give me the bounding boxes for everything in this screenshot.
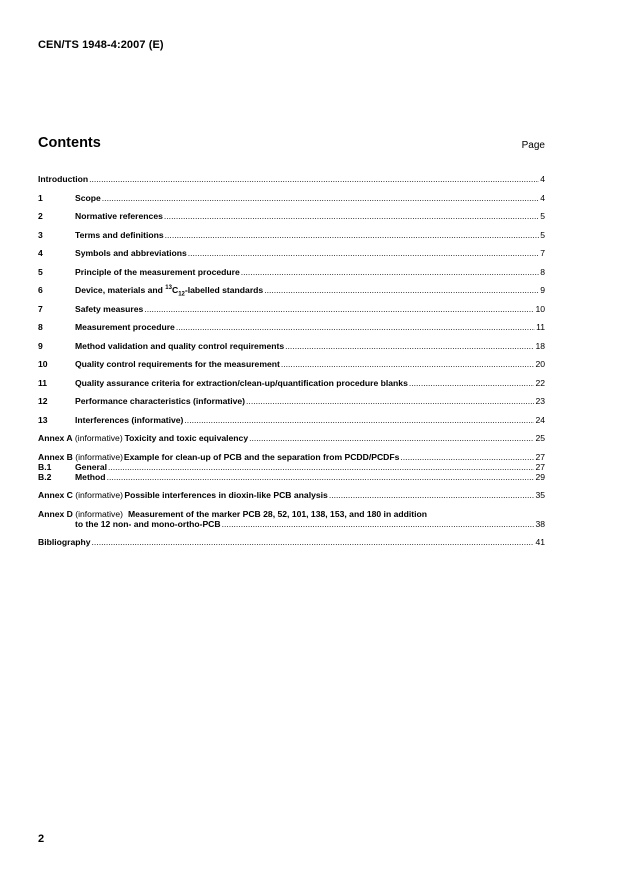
toc-entry-annex-a[interactable]	[38, 433, 545, 443]
dot-leader	[89, 174, 539, 184]
toc-entry-number: 8	[38, 322, 43, 332]
toc-entry-title: Symbols and abbreviations	[75, 248, 187, 258]
toc-entry-12[interactable]	[38, 396, 545, 406]
annex-label: Annex A	[38, 433, 73, 443]
toc-entry-title-continued: to the 12 non- and mono-ortho-PCB	[75, 518, 221, 529]
toc-entry-9[interactable]	[38, 341, 545, 351]
annex-label: Annex C	[38, 490, 73, 500]
toc-entry-title: General	[75, 461, 108, 472]
dot-leader	[164, 211, 539, 221]
toc-entry-10[interactable]	[38, 359, 545, 369]
toc-entry-number: 6	[38, 285, 43, 295]
toc-entry-number: 11	[38, 377, 48, 388]
toc-entry-page: 18	[535, 340, 545, 351]
toc-entry-title: Interferences (informative)	[75, 414, 184, 425]
dot-leader	[102, 193, 539, 203]
toc-entry-title	[75, 285, 264, 298]
toc-entry-2[interactable]	[38, 211, 545, 221]
toc-entry-11[interactable]	[38, 378, 545, 388]
toc-entry-number: 1	[38, 192, 43, 203]
toc-entry-13[interactable]	[38, 415, 545, 425]
toc-entry-page: 20	[535, 359, 545, 369]
dot-leader	[144, 304, 534, 314]
toc-entry-5[interactable]	[38, 267, 545, 277]
annex-label: Annex B	[38, 451, 73, 462]
toc-entry-title: Terms and definitions	[75, 229, 164, 240]
toc-entry-4[interactable]	[38, 248, 545, 258]
toc-entry-title: Method validation and quality control requirements	[75, 340, 285, 351]
toc-entry-page: 27	[535, 451, 545, 462]
dot-leader	[329, 490, 535, 500]
title-part: Device, materials and	[75, 285, 166, 295]
toc-entry-1[interactable]	[38, 193, 545, 203]
toc-entry-title: Scope	[75, 192, 101, 203]
toc-entry-title: Method	[75, 471, 106, 482]
toc-entry-annex-c[interactable]	[38, 490, 545, 500]
dot-leader	[165, 230, 540, 240]
toc-entry-bibliography[interactable]	[38, 537, 545, 547]
toc-entry-page: 7	[540, 248, 545, 258]
toc-entry-title: Introduction	[38, 174, 89, 184]
toc-entry-title: Measurement of the marker PCB 28, 52, 101, 138, 153, and 180 in addition	[128, 508, 427, 519]
page-number: 2	[38, 833, 45, 845]
dot-leader	[264, 285, 539, 295]
dot-leader	[107, 472, 535, 482]
document-id: CEN/TS 1948-4:2007 (E)	[38, 39, 164, 51]
toc-entry-title: Quality assurance criteria for extraction/clean-up/quantification procedure blanks	[75, 377, 408, 388]
annex-type: (informative)	[72, 490, 123, 500]
toc-entry-number: 7	[38, 303, 43, 314]
toc-entry-number: 5	[38, 266, 43, 277]
toc-entry-introduction[interactable]	[38, 174, 545, 184]
table-of-contents	[38, 174, 545, 547]
toc-entry-page: 4	[540, 192, 545, 203]
toc-entry-7[interactable]	[38, 304, 545, 314]
toc-entry-page: 9	[540, 285, 545, 295]
toc-entry-3[interactable]	[38, 230, 545, 240]
atom-count-subscript: 12	[178, 291, 185, 298]
toc-entry-8[interactable]	[38, 322, 545, 332]
toc-entry-number: 9	[38, 340, 43, 351]
toc-entry-page: 10	[535, 303, 545, 314]
toc-entry-page: 23	[535, 396, 545, 406]
dot-leader	[246, 396, 534, 406]
dot-leader	[409, 378, 535, 388]
dot-leader	[281, 359, 535, 369]
toc-entry-number: 10	[38, 359, 48, 369]
carbon-symbol: C	[171, 285, 179, 295]
toc-entry-number: 12	[38, 396, 48, 406]
toc-entry-page: 24	[535, 414, 545, 425]
toc-entry-page: 11	[536, 322, 545, 332]
toc-entry-annex-d[interactable]	[38, 509, 545, 529]
toc-entry-number: 2	[38, 211, 43, 221]
toc-entry-title: Quality control requirements for the measurement	[75, 359, 280, 369]
dot-leader	[188, 248, 539, 258]
dot-leader	[241, 267, 539, 277]
title-part: -labelled standards	[184, 285, 264, 295]
dot-leader	[92, 537, 535, 547]
toc-entry-page: 25	[535, 433, 545, 443]
dot-leader	[176, 322, 535, 332]
annex-type: (informative)	[72, 508, 123, 519]
dot-leader	[400, 452, 534, 462]
annex-label: Annex D	[38, 508, 73, 519]
toc-entry-title: Possible interferences in dioxin-like PCB analysis	[124, 490, 328, 500]
toc-entry-page: 5	[540, 229, 545, 240]
toc-entry-page: 22	[535, 377, 545, 388]
dot-leader	[184, 415, 534, 425]
toc-entry-number: 13	[38, 414, 48, 425]
toc-entry-title: Bibliography	[38, 537, 91, 547]
toc-entry-number: B.1	[38, 461, 52, 472]
toc-entry-number: B.2	[38, 471, 52, 482]
toc-entry-title: Performance characteristics (informative)	[75, 396, 246, 406]
toc-entry-page: 4	[540, 174, 545, 184]
toc-entry-6[interactable]	[38, 285, 545, 298]
toc-entry-number: 4	[38, 248, 43, 258]
contents-title: Contents	[38, 135, 101, 151]
toc-entry-title: Normative references	[75, 211, 163, 221]
toc-entry-b2[interactable]	[38, 472, 545, 482]
annex-type: (informative)	[72, 433, 123, 443]
page-column-label: Page	[521, 140, 545, 151]
toc-entry-b1[interactable]	[38, 462, 545, 472]
toc-entry-number: 3	[38, 229, 43, 240]
annex-type: (informative)	[72, 451, 123, 462]
toc-entry-page: 5	[540, 211, 545, 221]
toc-entry-page: 41	[535, 537, 545, 547]
toc-entry-page: 35	[535, 490, 545, 500]
toc-entry-title: Principle of the measurement procedure	[75, 266, 240, 277]
toc-entry-title: Safety measures	[75, 303, 144, 314]
toc-entry-title: Example for clean-up of PCB and the separation from PCDD/PCDFs	[123, 451, 400, 462]
toc-entry-page: 27	[535, 461, 545, 472]
dot-leader	[249, 433, 534, 443]
isotope-superscript: 13	[165, 285, 172, 292]
dot-leader	[222, 519, 535, 529]
dot-leader	[108, 462, 534, 472]
toc-entry-page: 29	[535, 471, 545, 482]
toc-entry-page: 8	[540, 266, 545, 277]
dot-leader	[285, 341, 534, 351]
toc-entry-title: Toxicity and toxic equivalency	[124, 433, 249, 443]
toc-entry-title: Measurement procedure	[75, 322, 175, 332]
toc-entry-page: 38	[535, 518, 545, 529]
toc-entry-annex-b[interactable]	[38, 452, 545, 462]
